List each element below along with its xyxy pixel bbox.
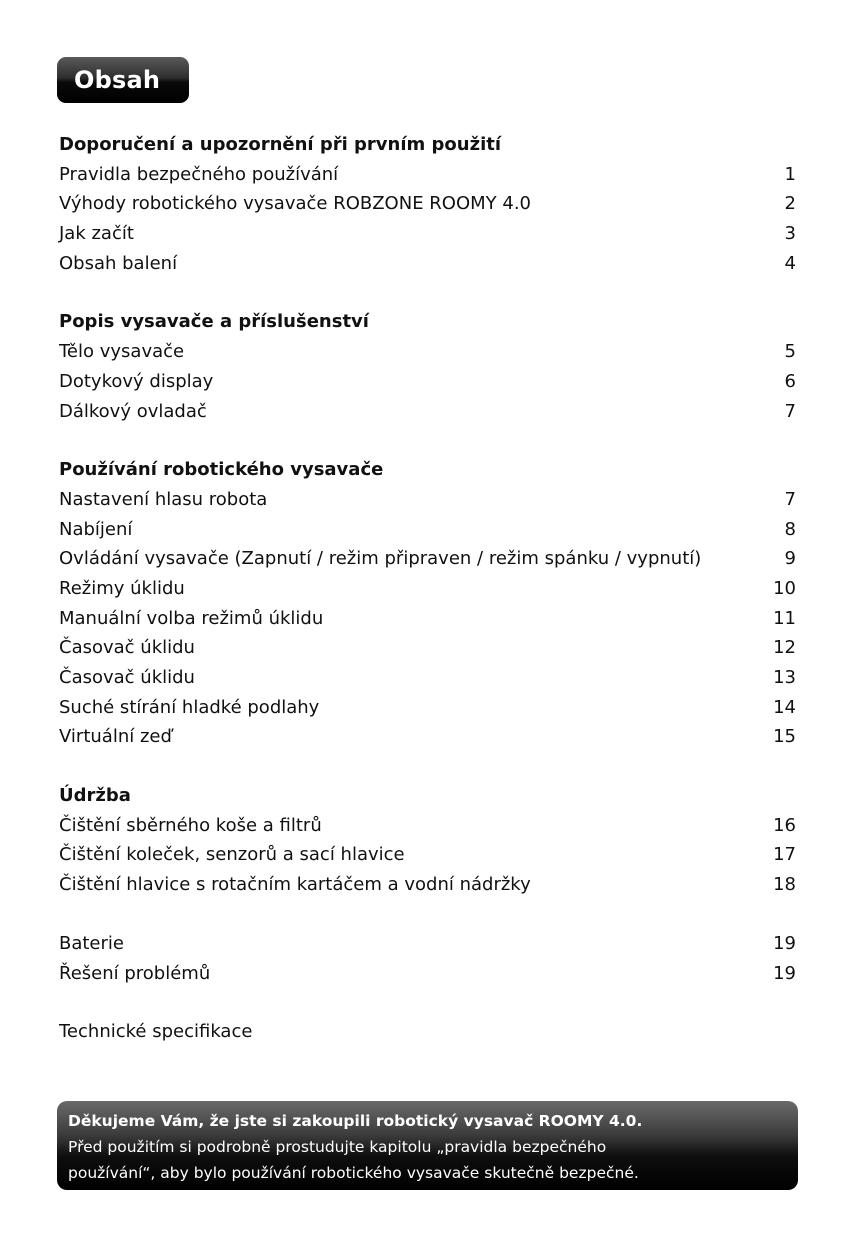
toc-section-specs <box>59 1017 796 1047</box>
toc-entry-page: 5 <box>784 341 796 363</box>
toc-entry[interactable] <box>59 604 796 634</box>
toc-entry-page: 8 <box>784 518 796 540</box>
toc-entry[interactable] <box>59 160 796 190</box>
toc-entry-label: Časovač úklidu <box>59 667 195 688</box>
toc-entry-label: Dotykový display <box>59 370 214 392</box>
table-of-contents <box>59 130 796 1076</box>
section-heading: Používání robotického vysavače <box>59 459 384 481</box>
toc-entry-label: Nabíjení <box>59 518 133 540</box>
toc-entry-page: 11 <box>773 607 796 629</box>
toc-entry-label: Jak začít <box>59 223 134 245</box>
toc-entry[interactable] <box>59 219 796 249</box>
toc-entry[interactable] <box>59 515 796 545</box>
toc-entry-label: Časovač úklidu <box>59 637 195 659</box>
toc-section-description <box>59 307 796 426</box>
toc-section-first-use <box>59 130 796 278</box>
toc-entry-label: Technické specifikace <box>59 1021 253 1043</box>
toc-entry-page: 7 <box>784 400 796 422</box>
toc-entry-page: 15 <box>773 726 796 748</box>
toc-entry-page: 13 <box>773 667 796 688</box>
toc-entry[interactable] <box>59 693 796 723</box>
toc-entry-label: Manuální volba režimů úklidu <box>59 607 324 629</box>
toc-entry-label: Dálkový ovladač <box>59 400 207 422</box>
toc-entry-page: 17 <box>773 844 796 866</box>
toc-entry[interactable] <box>59 959 796 989</box>
toc-entry-page: 2 <box>784 193 796 215</box>
toc-entry-page: 9 <box>784 548 796 570</box>
toc-entry[interactable] <box>59 811 796 841</box>
notice-line: Před použitím si podrobně prostudujte kapitolu „pravidla bezpečného <box>68 1138 607 1156</box>
contents-title-badge <box>57 57 189 103</box>
toc-entry[interactable] <box>59 337 796 367</box>
toc-entry-label: Ovládání vysavače (Zapnutí / režim připraven / režim spánku / vypnutí) <box>59 548 702 570</box>
toc-entry[interactable] <box>59 633 796 663</box>
toc-entry[interactable] <box>59 367 796 397</box>
toc-entry-page: 18 <box>773 874 796 896</box>
toc-entry[interactable] <box>59 870 796 900</box>
toc-entry[interactable] <box>59 1017 796 1047</box>
section-heading: Údržba <box>59 785 131 807</box>
toc-entry-label: Čištění hlavice s rotačním kartáčem a vodní nádržky <box>59 874 531 896</box>
toc-entry-label: Suché stírání hladké podlahy <box>59 696 320 718</box>
toc-entry-page: 10 <box>773 577 796 599</box>
section-heading: Doporučení a upozornění při prvním použití <box>59 134 502 155</box>
toc-entry-label: Výhody robotického vysavače ROBZONE ROOMY 4.0 <box>59 193 531 215</box>
toc-entry[interactable] <box>59 929 796 959</box>
toc-entry[interactable] <box>59 189 796 219</box>
toc-entry-page: 6 <box>784 370 796 392</box>
toc-entry-label: Tělo vysavače <box>59 341 185 363</box>
toc-entry[interactable] <box>59 485 796 515</box>
toc-section-battery <box>59 929 796 988</box>
toc-entry[interactable] <box>59 663 796 693</box>
toc-section-usage <box>59 455 796 752</box>
toc-entry[interactable] <box>59 574 796 604</box>
toc-entry-label: Čištění koleček, senzorů a sací hlavice <box>59 844 405 866</box>
toc-entry-page: 19 <box>773 932 796 954</box>
toc-section-maintenance <box>59 781 796 900</box>
toc-entry-page: 1 <box>784 163 796 185</box>
toc-entry-page: 3 <box>784 223 796 245</box>
section-heading: Popis vysavače a příslušenství <box>59 311 369 333</box>
toc-entry-label: Nastavení hlasu robota <box>59 488 268 510</box>
toc-entry-page: 16 <box>773 814 796 836</box>
toc-entry-label: Baterie <box>59 932 124 954</box>
toc-entry[interactable] <box>59 544 796 574</box>
toc-entry-page: 14 <box>773 696 796 718</box>
notice-line: používání“, aby bylo používání robotického vysavače skutečně bezpečné. <box>68 1164 639 1182</box>
toc-entry-label: Pravidla bezpečného používání <box>59 163 339 185</box>
toc-entry-label: Virtuální zeď <box>59 726 172 748</box>
toc-entry-label: Režimy úklidu <box>59 577 185 599</box>
toc-entry-page: 7 <box>784 488 796 510</box>
toc-entry[interactable] <box>59 397 796 427</box>
toc-entry[interactable] <box>59 249 796 279</box>
toc-entry[interactable] <box>59 722 796 752</box>
toc-entry-label: Řešení problémů <box>59 962 211 984</box>
toc-entry-label: Obsah balení <box>59 252 178 274</box>
page-title: Obsah <box>74 66 161 94</box>
notice-heading: Děkujeme Vám, že jste si zakoupili robotický vysavač ROOMY 4.0. <box>68 1112 643 1130</box>
toc-entry-page: 4 <box>784 252 796 274</box>
thank-you-notice <box>57 1101 798 1190</box>
toc-entry-label: Čištění sběrného koše a filtrů <box>59 814 322 836</box>
toc-entry[interactable] <box>59 840 796 870</box>
toc-entry-page: 19 <box>773 962 796 984</box>
toc-entry-page: 12 <box>773 637 796 659</box>
